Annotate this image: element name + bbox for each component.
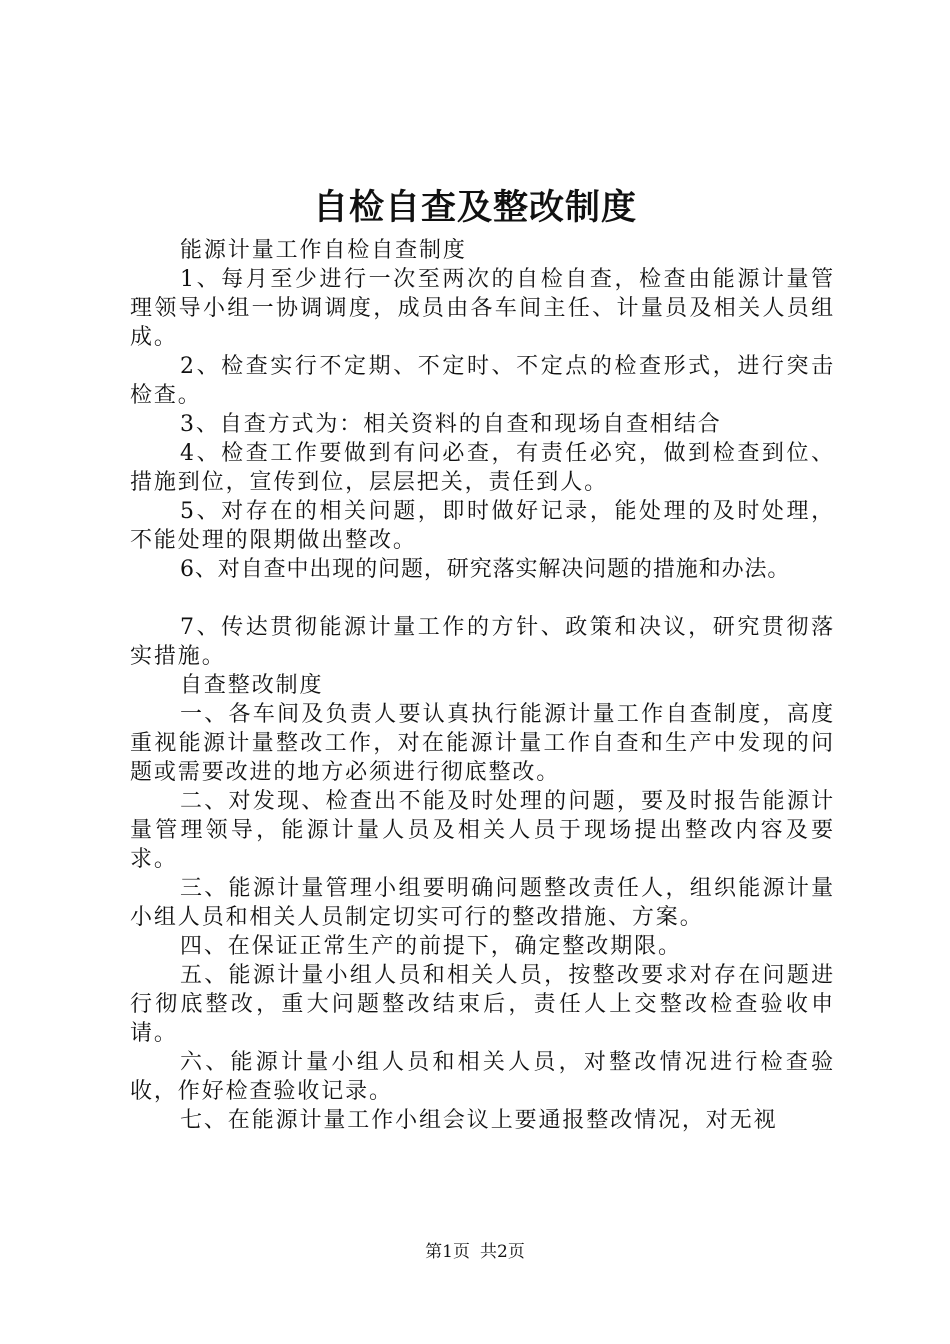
paragraph-item-5: 5、对存在的相关问题，即时做好记录，能处理的及时处理，不能处理的限期做出整改。 [130,499,835,553]
document-title: 自检自查及整改制度 [312,187,637,228]
section-heading-self-inspection: 能源计量工作自检自查制度 [180,238,467,263]
page-footer [0,1240,950,1264]
paragraph-rule-2: 二、对发现、检查出不能及时处理的问题，要及时报告能源计量管理领导，能源计量人员及相关人员于现场提出整改内容及要求。 [130,789,835,872]
paragraph-gap [130,584,835,613]
paragraph-item-6: 6、对自查中出现的问题，研究落实解决问题的措施和办法。 [180,557,791,582]
paragraph-item-2: 2、检查实行不定期、不定时、不定点的检查形式，进行突击检查。 [130,354,835,408]
paragraph-rule-3: 三、能源计量管理小组要明确问题整改责任人，组织能源计量小组人员和相关人员制定切实可行的整改措施、方案。 [130,876,835,930]
paragraph-item-4: 4、检查工作要做到有问必查，有责任必究，做到检查到位、措施到位，宣传到位，层层把关，责任到人。 [130,441,835,495]
paragraph-rule-5: 五、能源计量小组人员和相关人员，按整改要求对存在问题进行彻底整改，重大问题整改结束后，责任人上交整改检查验收申请。 [130,963,835,1046]
paragraph-rule-1: 一、各车间及负责人要认真执行能源计量工作自查制度，高度重视能源计量整改工作，对在能源计量工作自查和生产中发现的问题或需要改进的地方必须进行彻底整改。 [130,702,835,785]
paragraph-item-7: 7、传达贯彻能源计量工作的方针、政策和决议，研究贯彻落实措施。 [130,615,835,669]
paragraph-item-1: 1、每月至少进行一次至两次的自检自查，检查由能源计量管理领导小组一协调调度，成员由各车间主任、计量员及相关人员组成。 [130,267,835,350]
paragraph-rule-7: 七、在能源计量工作小组会议上要通报整改情况，对无视 [180,1108,778,1133]
section-heading-rectification: 自查整改制度 [180,673,324,698]
document-body [130,236,835,1135]
page-number: 第1页 [425,1242,470,1262]
paragraph-rule-6: 六、能源计量小组人员和相关人员，对整改情况进行检查验收，作好检查验收记录。 [130,1050,835,1104]
paragraph-rule-4: 四、在保证正常生产的前提下，确定整改期限。 [180,934,682,959]
paragraph-item-3: 3、自查方式为：相关资料的自查和现场自查相结合 [180,412,722,437]
page-total: 共2页 [480,1242,525,1262]
